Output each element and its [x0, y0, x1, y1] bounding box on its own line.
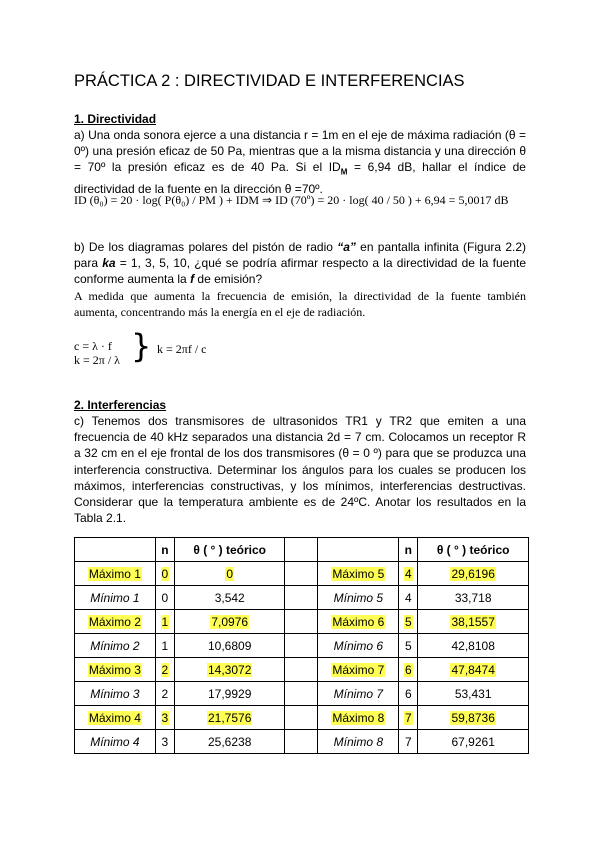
- row-gap: [285, 562, 318, 586]
- cell-text: 7,0976: [211, 614, 249, 629]
- brace-symbol: }: [131, 327, 152, 365]
- row-theta-left: [174, 562, 285, 586]
- cell-text: 1: [161, 638, 169, 653]
- row-label-left: [75, 682, 156, 706]
- cell-text: 3,542: [214, 590, 245, 605]
- row-label-left: [75, 562, 156, 586]
- header-gap: [285, 538, 318, 562]
- row-n-right: [399, 610, 418, 634]
- cell-text: 59,8736: [451, 710, 495, 725]
- row-theta-right: [418, 634, 529, 658]
- row-n-left: [155, 562, 174, 586]
- row-label-right: [318, 610, 399, 634]
- row-n-right: [399, 586, 418, 610]
- table-row: [75, 658, 529, 682]
- row-theta-right: [418, 586, 529, 610]
- header-n-left: n: [155, 538, 174, 562]
- cell-text: 0: [161, 590, 169, 605]
- header-n-right: n: [399, 538, 418, 562]
- cell-text: Mínimo 5: [333, 590, 384, 605]
- row-theta-left: [174, 730, 285, 754]
- cell-text: Máximo 1: [88, 566, 141, 581]
- cell-text: 7: [404, 710, 412, 725]
- table-row: [75, 706, 529, 730]
- wave-relations: [74, 339, 120, 367]
- row-label-right: [318, 730, 399, 754]
- row-theta-right: [418, 610, 529, 634]
- cell-text: 29,6196: [451, 566, 495, 581]
- cell-text: 6: [404, 662, 412, 677]
- cell-text: Máximo 8: [332, 710, 385, 725]
- row-theta-left: [174, 682, 285, 706]
- table-row: [75, 682, 529, 706]
- question-b: b) De los diagramas polares del pistón de radio “a” en pantalla infinita (Figura 2.2) para ka = 1, 3, 5, 10, ¿qué se podría afirmar respecto a la directividad de la fuente conforme aumenta la f de emisión?: [74, 240, 526, 287]
- cell-text: 42,8108: [451, 638, 495, 653]
- question-c: c) Tenemos dos transmisores de ultrasonidos TR1 y TR2 que emiten a una frecuencia de 40 kHz separados una distancia 2d = 7 cm. Colocamos un receptor R a 32 cm en el eje frontal de los dos transmisores (θ = 0 º) para que se produzca una interferencia constructiva. Determinar los ángulos para los cuales se producen los máximos, interferencias constructivas, y los mínimos, interferencias destructivas. Considerar que la temperatura ambiente es de 24ºC. Anotar los resultados en la Tabla 2.1.: [74, 414, 526, 526]
- row-label-left: [75, 634, 156, 658]
- cell-text: 6: [404, 686, 412, 701]
- row-theta-left: [174, 706, 285, 730]
- row-n-left: [155, 682, 174, 706]
- cell-text: 4: [404, 566, 412, 581]
- cell-text: 21,7576: [208, 710, 252, 725]
- cell-text: Mínimo 3: [90, 686, 140, 701]
- row-gap: [285, 658, 318, 682]
- row-n-left: [155, 706, 174, 730]
- row-label-right: [318, 682, 399, 706]
- row-label-right: [318, 562, 399, 586]
- cell-text: 0: [161, 566, 169, 581]
- cell-text: 53,431: [454, 686, 492, 701]
- directivity-formula: ID (θ₀) = 20 · log( P(θ₀) / PM ) + IDM ⇒ ID (70º) = 20 · log( 40 / 50 ) + 6,94 = 5,0017 dB: [74, 193, 509, 207]
- cell-text: 1: [161, 614, 169, 629]
- row-n-right: [399, 682, 418, 706]
- relation-k-f: k = 2πf / c: [157, 342, 207, 356]
- row-gap: [285, 682, 318, 706]
- row-theta-right: [418, 562, 529, 586]
- header-theta-left: θ ( ° ) teórico: [174, 538, 285, 562]
- row-theta-right: [418, 658, 529, 682]
- row-n-right: [399, 634, 418, 658]
- question-a: a) Una onda sonora ejerce a una distancia r = 1m en el eje de máxima radiación (θ = 0º) una presión eficaz de 50 Pa, mientras que a la misma distancia y una dirección θ = 70º la presión eficaz es de 40 Pa. Si el $ID_M = 6,94$ dB, hallar el índice de directividad de la fuente en la dirección θ =70º.: [74, 128, 526, 196]
- cell-text: Mínimo 7: [333, 686, 384, 701]
- relation-k-lambda: k = 2π / λ: [74, 353, 120, 367]
- row-theta-right: [418, 682, 529, 706]
- emphasis: ka: [102, 256, 116, 271]
- table-header-row: [75, 538, 529, 562]
- cell-text: 33,718: [454, 590, 492, 605]
- row-theta-left: [174, 610, 285, 634]
- cell-text: 5: [404, 638, 412, 653]
- header-theta-right: θ ( ° ) teórico: [418, 538, 529, 562]
- row-theta-left: [174, 634, 285, 658]
- row-gap: [285, 586, 318, 610]
- table-row: [75, 562, 529, 586]
- row-label-right: [318, 586, 399, 610]
- row-theta-right: [418, 706, 529, 730]
- answer-b: A medida que aumenta la frecuencia de emisión, la directividad de la fuente también aumenta, concentrando más la energía en el eje de radiación.: [74, 289, 526, 319]
- row-theta-right: [418, 730, 529, 754]
- row-n-right: [399, 706, 418, 730]
- results-table: [74, 537, 529, 754]
- row-n-right: [399, 730, 418, 754]
- cell-text: 67,9261: [451, 734, 495, 749]
- cell-text: Máximo 7: [332, 662, 385, 677]
- row-n-left: [155, 586, 174, 610]
- row-gap: [285, 730, 318, 754]
- row-gap: [285, 634, 318, 658]
- header-label-left: [75, 538, 156, 562]
- cell-text: 38,1557: [451, 614, 495, 629]
- row-label-right: [318, 658, 399, 682]
- cell-text: 0: [226, 566, 234, 581]
- row-theta-left: [174, 658, 285, 682]
- row-gap: [285, 610, 318, 634]
- cell-text: Mínimo 6: [333, 638, 384, 653]
- cell-text: Máximo 5: [332, 566, 385, 581]
- section-2-heading: 2. Interferencias: [74, 398, 167, 412]
- header-label-right: [318, 538, 399, 562]
- row-n-left: [155, 634, 174, 658]
- table-row: [75, 586, 529, 610]
- cell-text: Máximo 6: [332, 614, 385, 629]
- cell-text: 3: [161, 710, 169, 725]
- row-n-left: [155, 730, 174, 754]
- cell-text: 14,3072: [208, 662, 252, 677]
- row-label-left: [75, 586, 156, 610]
- cell-text: Mínimo 4: [90, 734, 140, 749]
- cell-text: Máximo 4: [88, 710, 141, 725]
- cell-text: 2: [161, 662, 169, 677]
- subscript-m: M: [340, 167, 348, 177]
- row-theta-left: [174, 586, 285, 610]
- cell-text: 4: [404, 590, 412, 605]
- emphasis: f: [190, 272, 195, 287]
- row-n-right: [399, 658, 418, 682]
- table-row: [75, 730, 529, 754]
- table-row: [75, 610, 529, 634]
- page-title: PRÁCTICA 2 : DIRECTIVIDAD E INTERFERENCIAS: [74, 72, 465, 90]
- row-label-left: [75, 706, 156, 730]
- row-n-left: [155, 610, 174, 634]
- cell-text: 2: [161, 686, 169, 701]
- cell-text: 47,8474: [451, 662, 495, 677]
- row-n-right: [399, 562, 418, 586]
- cell-text: 10,6809: [208, 638, 252, 653]
- cell-text: Mínimo 1: [90, 590, 140, 605]
- row-label-left: [75, 610, 156, 634]
- row-gap: [285, 706, 318, 730]
- cell-text: Mínimo 2: [90, 638, 140, 653]
- row-n-left: [155, 658, 174, 682]
- cell-text: 17,9929: [208, 686, 252, 701]
- row-label-left: [75, 730, 156, 754]
- row-label-left: [75, 658, 156, 682]
- cell-text: Mínimo 8: [333, 734, 384, 749]
- cell-text: Máximo 3: [88, 662, 141, 677]
- cell-text: 5: [404, 614, 412, 629]
- cell-text: 25,6238: [208, 734, 252, 749]
- row-label-right: [318, 706, 399, 730]
- section-1-heading: 1. Directividad: [74, 112, 157, 126]
- cell-text: 7: [404, 734, 412, 749]
- relation-c-lambda-f: c = λ · f: [74, 339, 112, 353]
- emphasis: “a”: [337, 240, 356, 254]
- cell-text: 3: [161, 734, 169, 749]
- row-label-right: [318, 634, 399, 658]
- table-row: [75, 634, 529, 658]
- cell-text: Máximo 2: [88, 614, 141, 629]
